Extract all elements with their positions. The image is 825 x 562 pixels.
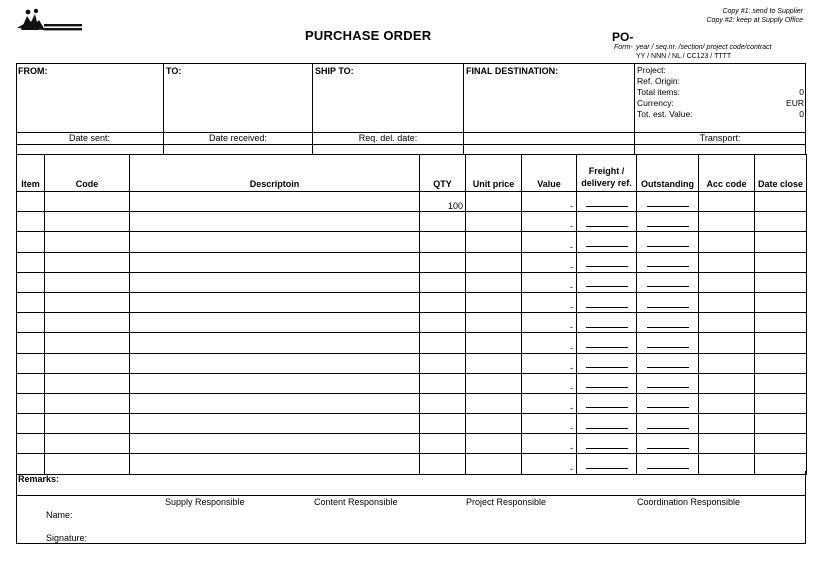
tot-est-value: 0	[799, 109, 804, 119]
date-close-cell[interactable]	[755, 232, 807, 252]
table-row	[17, 393, 807, 413]
copy2-instruction: Copy #2: keep at Supply Office	[706, 17, 803, 24]
column-header-date-close: Date close	[755, 155, 807, 192]
final-destination-label: FINAL DESTINATION:	[466, 66, 559, 76]
underline-field	[586, 237, 628, 247]
value-cell[interactable]: -	[522, 232, 577, 252]
outstanding-cell[interactable]	[637, 232, 699, 252]
item-cell[interactable]	[17, 454, 45, 474]
freight-cell[interactable]	[577, 313, 637, 333]
item-cell[interactable]	[17, 272, 45, 292]
unit-price-cell[interactable]	[466, 232, 522, 252]
qty-cell[interactable]	[420, 333, 466, 353]
date-close-cell[interactable]	[755, 272, 807, 292]
acc-code-cell[interactable]	[699, 414, 755, 434]
copy1-instruction: Copy #1: send to Supplier	[722, 8, 803, 15]
req-del-date-label: Req. del. date:	[358, 133, 418, 143]
unit-price-cell[interactable]	[466, 434, 522, 454]
freight-cell[interactable]	[577, 353, 637, 373]
column-header-freight: Freight / delivery ref.	[577, 155, 637, 192]
underline-field	[586, 358, 628, 368]
ship-to-label: SHIP TO:	[315, 66, 354, 76]
table-row	[17, 192, 807, 212]
value-cell[interactable]: -	[522, 212, 577, 232]
to-label: TO:	[166, 66, 182, 76]
outstanding-cell[interactable]	[637, 272, 699, 292]
underline-field	[586, 338, 628, 348]
description-cell[interactable]	[130, 212, 420, 232]
underline-field	[586, 298, 628, 308]
coordination-responsible-label: Coordination Responsible	[637, 497, 741, 507]
table-row	[17, 373, 807, 393]
qty-cell[interactable]: 100	[420, 192, 466, 212]
acc-code-cell[interactable]	[699, 292, 755, 312]
project-label: Project:	[637, 65, 666, 75]
date-close-cell[interactable]	[755, 313, 807, 333]
unit-price-cell[interactable]	[466, 353, 522, 373]
tot-est-value-label: Tot. est. Value:	[637, 109, 693, 119]
unit-price-cell[interactable]	[466, 313, 522, 333]
item-cell[interactable]	[17, 192, 45, 212]
qty-cell[interactable]	[420, 212, 466, 232]
column-header-description: Descriptoin	[130, 155, 420, 192]
qty-cell[interactable]	[420, 292, 466, 312]
value-cell[interactable]: -	[522, 393, 577, 413]
date-close-cell[interactable]	[755, 192, 807, 212]
value-cell[interactable]: -	[522, 292, 577, 312]
unit-price-cell[interactable]	[466, 272, 522, 292]
qty-cell[interactable]	[420, 414, 466, 434]
acc-code-cell[interactable]	[699, 272, 755, 292]
value-cell[interactable]: -	[522, 353, 577, 373]
qty-cell[interactable]	[420, 313, 466, 333]
freight-cell[interactable]	[577, 192, 637, 212]
underline-field	[586, 277, 628, 287]
project-responsible-label: Project Responsible	[466, 497, 547, 507]
code-cell[interactable]	[45, 373, 130, 393]
acc-code-cell[interactable]	[699, 232, 755, 252]
value-cell[interactable]: -	[522, 333, 577, 353]
item-cell[interactable]	[17, 252, 45, 272]
acc-code-cell[interactable]	[699, 434, 755, 454]
description-cell[interactable]	[130, 393, 420, 413]
table-row	[17, 212, 807, 232]
outstanding-cell[interactable]	[637, 292, 699, 312]
underline-field	[647, 338, 689, 348]
qty-cell[interactable]	[420, 454, 466, 474]
outstanding-cell[interactable]	[637, 212, 699, 232]
outstanding-cell[interactable]	[637, 313, 699, 333]
code-cell[interactable]	[45, 333, 130, 353]
unit-price-cell[interactable]	[466, 373, 522, 393]
date-close-cell[interactable]	[755, 373, 807, 393]
underline-field	[586, 197, 628, 207]
underline-field	[647, 237, 689, 247]
column-header-acc-code: Acc code	[699, 155, 755, 192]
table-row	[17, 252, 807, 272]
supply-responsible-label: Supply Responsible	[165, 497, 245, 507]
date-close-cell[interactable]	[755, 393, 807, 413]
item-cell[interactable]	[17, 292, 45, 312]
po-number-label: PO-	[612, 30, 634, 44]
code-cell[interactable]	[45, 212, 130, 232]
qty-cell[interactable]	[420, 252, 466, 272]
date-close-cell[interactable]	[755, 333, 807, 353]
transport-label: Transport:	[699, 133, 741, 143]
table-row	[17, 434, 807, 454]
description-cell[interactable]	[130, 414, 420, 434]
underline-field	[647, 419, 689, 429]
qty-cell[interactable]	[420, 232, 466, 252]
freight-cell[interactable]	[577, 414, 637, 434]
value-cell[interactable]: -	[522, 313, 577, 333]
underline-field	[586, 257, 628, 267]
underline-field	[586, 398, 628, 408]
underline-field	[586, 419, 628, 429]
freight-cell[interactable]	[577, 292, 637, 312]
underline-field	[647, 277, 689, 287]
table-row	[17, 454, 807, 474]
content-responsible-label: Content Responsible	[314, 497, 398, 507]
outstanding-cell[interactable]	[637, 393, 699, 413]
qty-cell[interactable]	[420, 272, 466, 292]
acc-code-cell[interactable]	[699, 212, 755, 232]
page-title: PURCHASE ORDER	[305, 28, 432, 43]
item-cell[interactable]	[17, 353, 45, 373]
code-cell[interactable]	[45, 434, 130, 454]
column-header-code: Code	[45, 155, 130, 192]
unit-price-cell[interactable]	[466, 292, 522, 312]
column-header-unit-price: Unit price	[466, 155, 522, 192]
underline-field	[586, 318, 628, 328]
acc-code-cell[interactable]	[699, 454, 755, 474]
underline-field	[647, 439, 689, 449]
acc-code-cell[interactable]	[699, 333, 755, 353]
acc-code-cell[interactable]	[699, 393, 755, 413]
value-cell[interactable]: -	[522, 373, 577, 393]
unit-price-cell[interactable]	[466, 192, 522, 212]
column-header-value: Value	[522, 155, 577, 192]
unit-price-cell[interactable]	[466, 454, 522, 474]
date-close-cell[interactable]	[755, 252, 807, 272]
date-close-cell[interactable]	[755, 454, 807, 474]
acc-code-cell[interactable]	[699, 313, 755, 333]
table-row	[17, 292, 807, 312]
underline-field	[647, 257, 689, 267]
value-cell[interactable]: -	[522, 414, 577, 434]
code-cell[interactable]	[45, 454, 130, 474]
signature-label: Signature:	[46, 533, 88, 543]
qty-cell[interactable]	[420, 393, 466, 413]
freight-cell[interactable]	[577, 232, 637, 252]
unit-price-cell[interactable]	[466, 252, 522, 272]
outstanding-cell[interactable]	[637, 414, 699, 434]
underline-field	[586, 439, 628, 449]
acc-code-cell[interactable]	[699, 373, 755, 393]
description-cell[interactable]	[130, 454, 420, 474]
outstanding-cell[interactable]	[637, 353, 699, 373]
table-row	[17, 272, 807, 292]
description-cell[interactable]	[130, 353, 420, 373]
freight-cell[interactable]	[577, 272, 637, 292]
acc-code-cell[interactable]	[699, 353, 755, 373]
column-header-qty: QTY	[420, 155, 466, 192]
currency-value: EUR	[786, 98, 804, 108]
code-cell[interactable]	[45, 313, 130, 333]
from-label: FROM:	[18, 66, 48, 76]
item-cell[interactable]	[17, 313, 45, 333]
code-cell[interactable]	[45, 232, 130, 252]
column-header-outstanding: Outstanding	[637, 155, 699, 192]
total-items-value: 0	[799, 87, 804, 97]
item-cell[interactable]	[17, 414, 45, 434]
table-row	[17, 414, 807, 434]
table-row	[17, 313, 807, 333]
freight-cell[interactable]	[577, 454, 637, 474]
currency-label: Currency:	[637, 98, 674, 108]
form-format-text: year / seq.nr. /section/ project code/contract	[636, 44, 772, 51]
underline-field	[647, 459, 689, 469]
description-cell[interactable]	[130, 434, 420, 454]
order-lines-table	[16, 154, 807, 475]
item-cell[interactable]	[17, 434, 45, 454]
item-cell[interactable]	[17, 393, 45, 413]
description-cell[interactable]	[130, 192, 420, 212]
freight-cell[interactable]	[577, 434, 637, 454]
code-cell[interactable]	[45, 353, 130, 373]
table-header-row	[17, 155, 807, 192]
date-close-cell[interactable]	[755, 353, 807, 373]
underline-field	[647, 358, 689, 368]
unit-price-cell[interactable]	[466, 393, 522, 413]
underline-field	[647, 298, 689, 308]
date-close-cell[interactable]	[755, 212, 807, 232]
total-items-label: Total items:	[637, 87, 680, 97]
outstanding-cell[interactable]	[637, 373, 699, 393]
code-cell[interactable]	[45, 414, 130, 434]
unit-price-cell[interactable]	[466, 333, 522, 353]
underline-field	[647, 378, 689, 388]
item-cell[interactable]	[17, 373, 45, 393]
freight-cell[interactable]	[577, 373, 637, 393]
form-label: Form-	[614, 44, 633, 51]
underline-field	[586, 378, 628, 388]
underline-field	[647, 398, 689, 408]
code-cell[interactable]	[45, 272, 130, 292]
table-row	[17, 232, 807, 252]
description-cell[interactable]	[130, 292, 420, 312]
underline-field	[647, 197, 689, 207]
outstanding-cell[interactable]	[637, 252, 699, 272]
column-header-item: Item	[17, 155, 45, 192]
date-close-cell[interactable]	[755, 414, 807, 434]
table-row	[17, 353, 807, 373]
freight-cell[interactable]	[577, 212, 637, 232]
outstanding-cell[interactable]	[637, 192, 699, 212]
item-cell[interactable]	[17, 232, 45, 252]
code-cell[interactable]	[45, 292, 130, 312]
underline-field	[586, 459, 628, 469]
value-cell[interactable]: -	[522, 192, 577, 212]
value-cell[interactable]: -	[522, 454, 577, 474]
underline-field	[647, 318, 689, 328]
remarks-label: Remarks:	[18, 474, 60, 484]
description-cell[interactable]	[130, 252, 420, 272]
date-received-label: Date received:	[208, 133, 268, 143]
description-cell[interactable]	[130, 373, 420, 393]
code-cell[interactable]	[45, 192, 130, 212]
value-cell[interactable]: -	[522, 272, 577, 292]
date-close-cell[interactable]	[755, 434, 807, 454]
value-cell[interactable]: -	[522, 434, 577, 454]
underline-field	[647, 217, 689, 227]
outstanding-cell[interactable]	[637, 454, 699, 474]
ref-origin-label: Ref. Origin:	[637, 76, 680, 86]
freight-cell[interactable]	[577, 252, 637, 272]
qty-cell[interactable]	[420, 373, 466, 393]
code-cell[interactable]	[45, 252, 130, 272]
underline-field	[586, 217, 628, 227]
date-close-cell[interactable]	[755, 292, 807, 312]
item-cell[interactable]	[17, 333, 45, 353]
unit-price-cell[interactable]	[466, 212, 522, 232]
name-label: Name:	[46, 510, 73, 520]
qty-cell[interactable]	[420, 353, 466, 373]
acc-code-cell[interactable]	[699, 192, 755, 212]
freight-cell[interactable]	[577, 333, 637, 353]
freight-cell[interactable]	[577, 393, 637, 413]
description-cell[interactable]	[130, 333, 420, 353]
description-cell[interactable]	[130, 232, 420, 252]
description-cell[interactable]	[130, 272, 420, 292]
outstanding-cell[interactable]	[637, 434, 699, 454]
qty-cell[interactable]	[420, 434, 466, 454]
outstanding-cell[interactable]	[637, 333, 699, 353]
unit-price-cell[interactable]	[466, 414, 522, 434]
table-row	[17, 333, 807, 353]
form-format-example: YY / NNN / NL / CC123 / TTTT	[636, 53, 732, 60]
value-cell[interactable]: -	[522, 252, 577, 272]
date-sent-label: Date sent:	[68, 133, 111, 143]
description-cell[interactable]	[130, 313, 420, 333]
code-cell[interactable]	[45, 393, 130, 413]
item-cell[interactable]	[17, 212, 45, 232]
acc-code-cell[interactable]	[699, 252, 755, 272]
